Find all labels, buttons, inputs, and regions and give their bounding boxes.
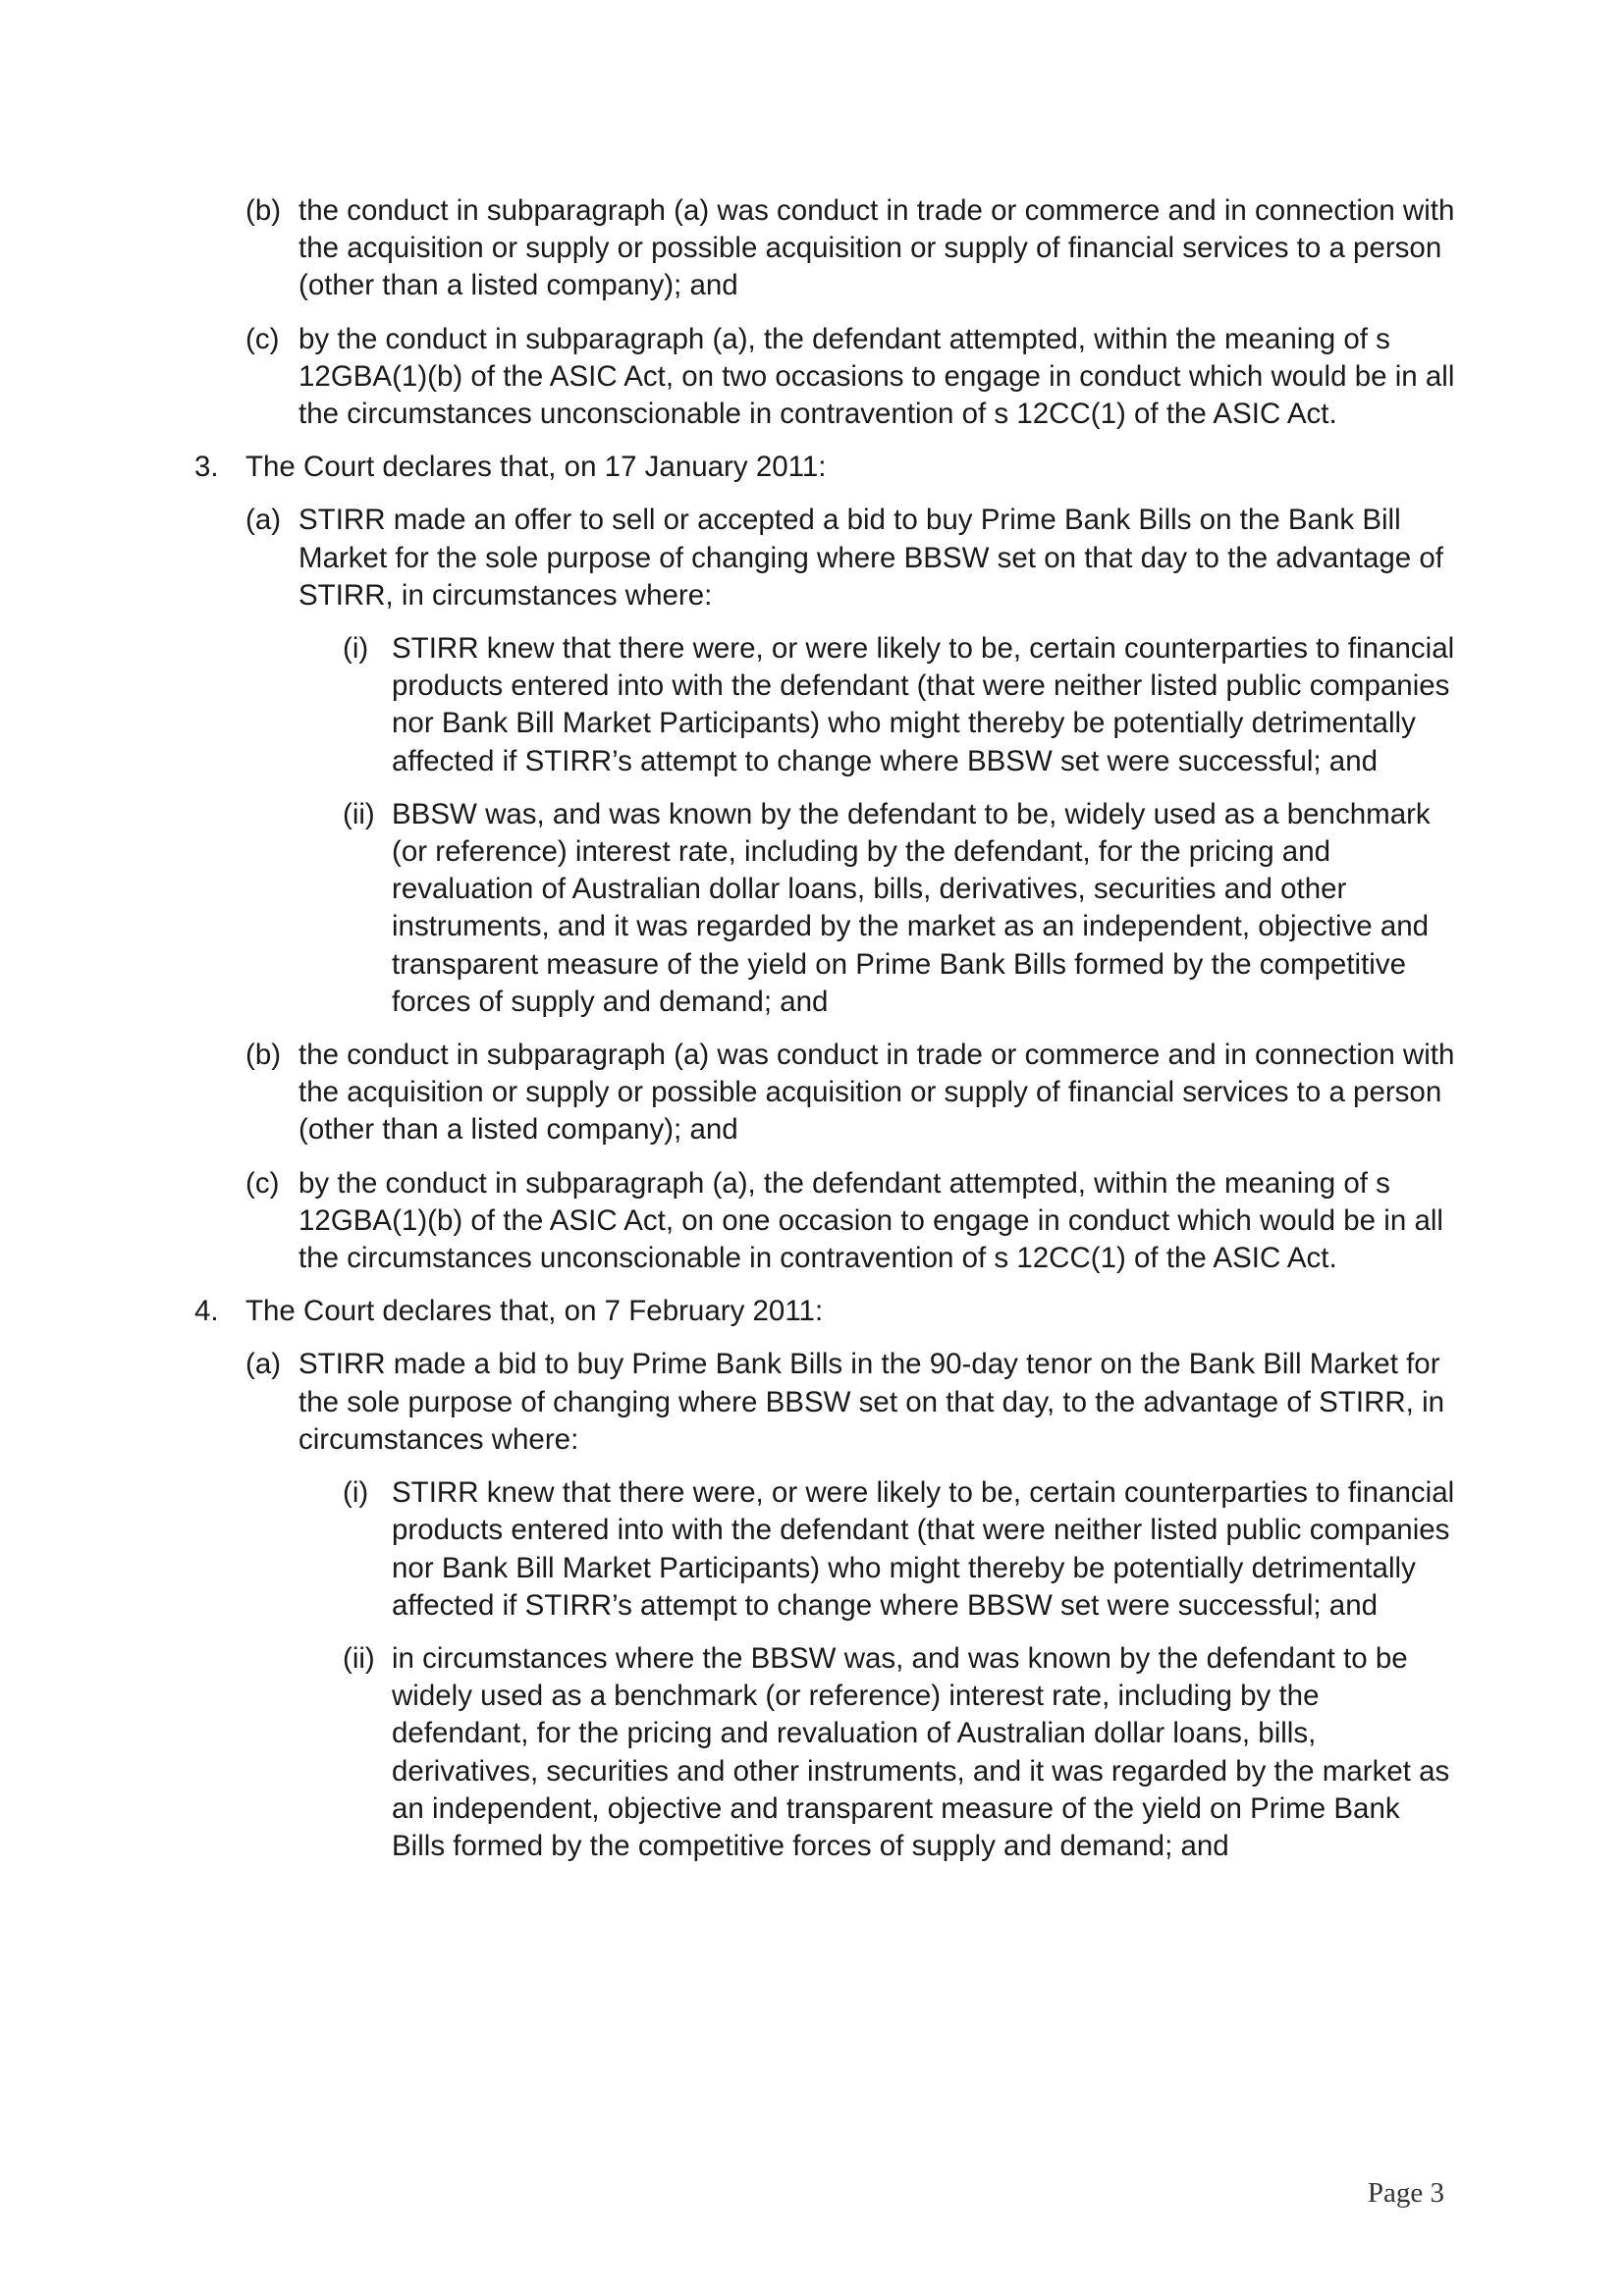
item-text: STIRR made a bid to buy Prime Bank Bills in the 90-day tenor on the Bank Bill Market for the sole purpose of changing where BBSW set on that day, to the advantage of STIRR, in circumstances where:: [298, 1348, 1445, 1456]
item-marker: (c): [245, 1166, 280, 1200]
item-text: the conduct in subparagraph (a) was conduct in trade or commerce and in connection with the acquisition or supply or possible acquisition or supply of financial services to a person (other than a listed company); and: [298, 194, 1455, 302]
item-marker: (a): [245, 504, 282, 537]
page-number: Page 3: [1367, 2177, 1444, 2209]
subparagraph-b: [245, 1037, 1456, 1149]
item-text: by the conduct in subparagraph (a), the defendant attempted, within the meaning of s 12GBA(1)(b) of the ASIC Act, on two occasions to engage in conduct which would be in all the circumstances unconscionable in contravention of s 12CC(1) of the ASIC Act.: [298, 322, 1455, 431]
item-text: by the conduct in subparagraph (a), the defendant attempted, within the meaning of s 12GBA(1)(b) of the ASIC Act, on one occasion to engage in conduct which would be in all the circumstances unconscionable in contravention of s 12CC(1) of the ASIC Act.: [298, 1166, 1443, 1275]
paragraph-4: [194, 1293, 1456, 1330]
subparagraph-c: [245, 321, 1456, 434]
item-marker: 4.: [194, 1295, 219, 1328]
item-text: The Court declares that, on 17 January 2011:: [245, 451, 827, 484]
item-text: in circumstances where the BBSW was, and was known by the defendant to be widely used as a benchmark (or reference) interest rate, including by the defendant, for the pricing and revaluation of Australian dollar loans, bills, derivatives, securities and other instruments, and it was regarded by the market as an independent, objective and transparent measure of the yield on Prime Bank Bills formed by the competitive forces of supply and demand; and: [392, 1641, 1450, 1862]
item-text: BBSW was, and was known by the defendant to be, widely used as a benchmark (or reference) interest rate, including by the defendant, for the pricing and revaluation of Australian dollar loans, bills, derivatives, securities and other instruments, and it was regarded by the market as an independent, objective and transparent measure of the yield on Prime Bank Bills formed by the competitive forces of supply and demand; and: [392, 797, 1431, 1018]
subitem-ii: [343, 1640, 1456, 1865]
document-body: [194, 192, 1456, 1865]
subparagraph-a: [245, 1346, 1456, 1459]
subitem-i: [343, 1474, 1456, 1625]
item-marker: (b): [245, 1039, 282, 1072]
paragraph-3: [194, 449, 1456, 486]
item-marker: (a): [245, 1348, 282, 1381]
item-marker: (ii): [343, 797, 375, 830]
subitem-i: [343, 630, 1456, 780]
item-text: the conduct in subparagraph (a) was conduct in trade or commerce and in connection with the acquisition or supply or possible acquisition or supply of financial services to a person (other than a listed company); and: [298, 1039, 1455, 1147]
subparagraph-a: [245, 502, 1456, 614]
item-marker: (c): [245, 322, 280, 355]
item-marker: (i): [343, 1476, 369, 1510]
item-marker: (i): [343, 632, 369, 666]
subitem-ii: [343, 796, 1456, 1021]
item-text: STIRR made an offer to sell or accepted a bid to buy Prime Bank Bills on the Bank Bill Market for the sole purpose of changing where BBSW set on that day to the advantage of STIRR, in circumstances where:: [298, 504, 1443, 612]
item-text: The Court declares that, on 7 February 2011:: [245, 1295, 824, 1328]
subparagraph-c: [245, 1165, 1456, 1278]
item-marker: (ii): [343, 1641, 375, 1675]
item-text: STIRR knew that there were, or were likely to be, certain counterparties to financial products entered into with the defendant (that were neither listed public companies nor Bank Bill Market Participants) who might thereby be potentially detrimentally affected if STIRR’s attempt to change where BBSW set were successful; and: [392, 632, 1455, 777]
item-marker: (b): [245, 194, 282, 227]
item-marker: 3.: [194, 451, 219, 484]
item-text: STIRR knew that there were, or were likely to be, certain counterparties to financial products entered into with the defendant (that were neither listed public companies nor Bank Bill Market Participants) who might thereby be potentially detrimentally affected if STIRR’s attempt to change where BBSW set were successful; and: [392, 1476, 1455, 1622]
subparagraph-b: [245, 192, 1456, 305]
